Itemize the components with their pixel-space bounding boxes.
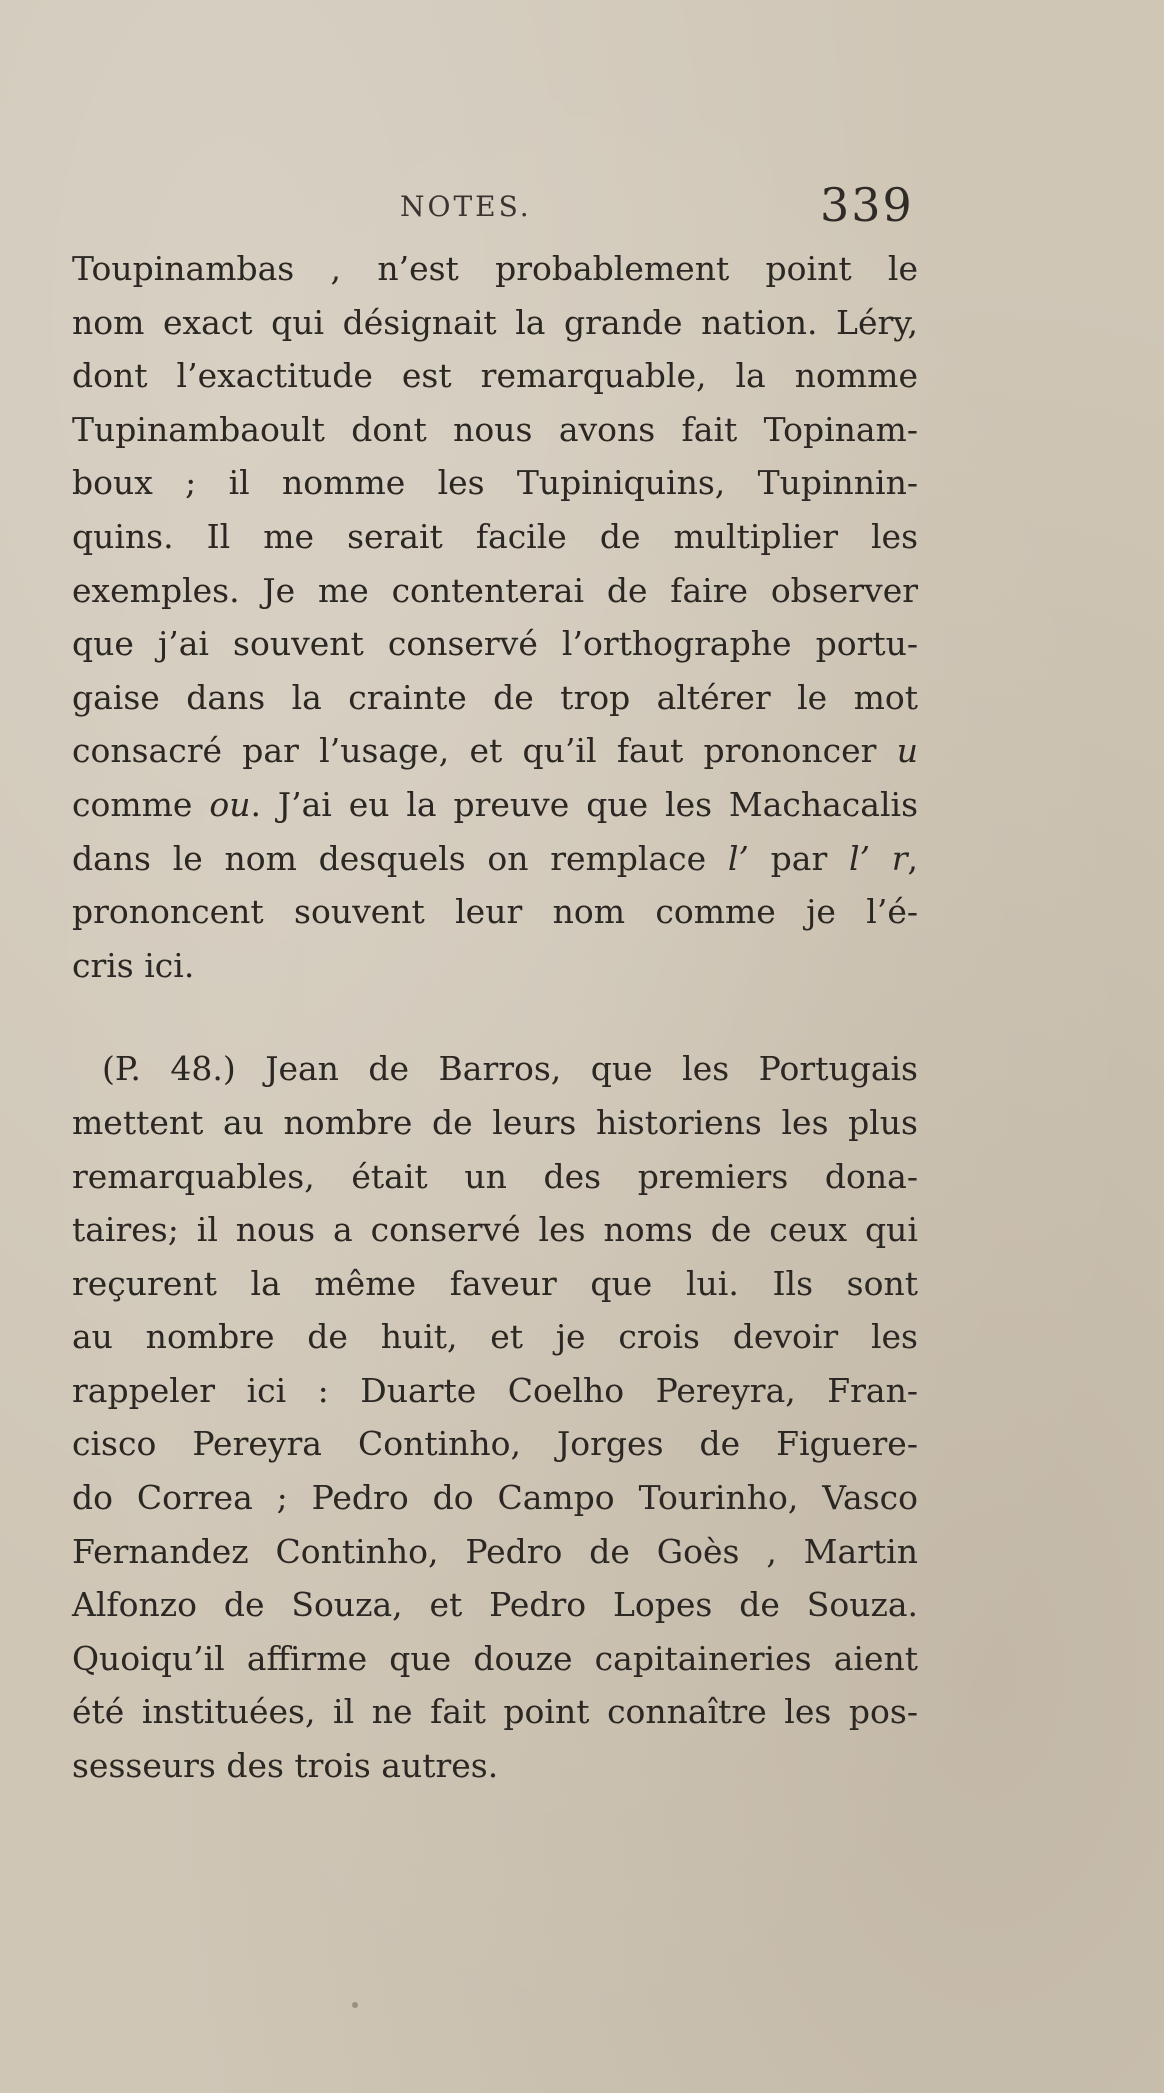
text-line: reçurent la même faveur que lui. Ils sont xyxy=(72,1263,918,1303)
text-line: dans le nom desquels on remplace l’ par l’ r, xyxy=(72,838,918,878)
text-line: boux ; il nomme les Tupiniquins, Tupinnin- xyxy=(72,463,918,503)
text-line: au nombre de huit, et je crois devoir les xyxy=(72,1317,918,1357)
body-text xyxy=(72,242,918,1793)
text-line: (P. 48.) Jean de Barros, que les Portugais xyxy=(102,1049,918,1089)
paragraph-container xyxy=(72,242,918,1793)
text-line: Alfonzo de Souza, et Pedro Lopes de Souza. xyxy=(72,1585,918,1625)
text-line: prononcent souvent leur nom comme je l’é- xyxy=(72,892,918,932)
text-line: Quoiqu’il affirme que douze capitaineries aient xyxy=(72,1638,918,1678)
paragraph xyxy=(72,242,918,992)
text-line: cisco Pereyra Continho, Jorges de Figuere- xyxy=(72,1424,918,1464)
text-line: mettent au nombre de leurs historiens les plus xyxy=(72,1102,918,1142)
paragraph xyxy=(72,1042,918,1792)
text-line: remarquables, était un des premiers dona- xyxy=(72,1156,918,1196)
text-line: que j’ai souvent conservé l’orthographe portu- xyxy=(72,624,918,664)
paper-smudge xyxy=(352,2002,358,2008)
text-line: été instituées, il ne fait point connaître les pos- xyxy=(72,1692,918,1732)
running-head xyxy=(0,178,1164,238)
text-line: Toupinambas , n’est probablement point le xyxy=(72,249,918,288)
text-line: Tupinambaoult dont nous avons fait Topinam- xyxy=(72,409,918,449)
page-number: 339 xyxy=(820,178,914,232)
text-line: quins. Il me serait facile de multiplier les xyxy=(72,516,918,556)
running-title: NOTES. xyxy=(400,190,532,223)
text-line: gaise dans la crainte de trop altérer le mot xyxy=(72,677,918,717)
text-line: rappeler ici : Duarte Coelho Pereyra, Fran- xyxy=(72,1370,918,1410)
text-line: Fernandez Continho, Pedro de Goès , Martin xyxy=(72,1531,918,1571)
text-line: consacré par l’usage, et qu’il faut prononcer u xyxy=(72,731,918,771)
text-line: dont l’exactitude est remarquable, la nomme xyxy=(72,356,918,396)
text-line: exemples. Je me contenterai de faire observer xyxy=(72,570,918,610)
text-line: do Correa ; Pedro do Campo Tourinho, Vasco xyxy=(72,1478,918,1518)
text-line: cris ici. xyxy=(72,945,195,985)
text-line: nom exact qui désignait la grande nation. Léry, xyxy=(72,302,918,342)
text-line: comme ou. J’ai eu la preuve que les Machacalis xyxy=(72,784,919,824)
text-line: sesseurs des trois autres. xyxy=(72,1746,499,1786)
text-line: taires; il nous a conservé les noms de ceux qui xyxy=(72,1210,918,1250)
paragraph-gap xyxy=(72,992,918,1042)
